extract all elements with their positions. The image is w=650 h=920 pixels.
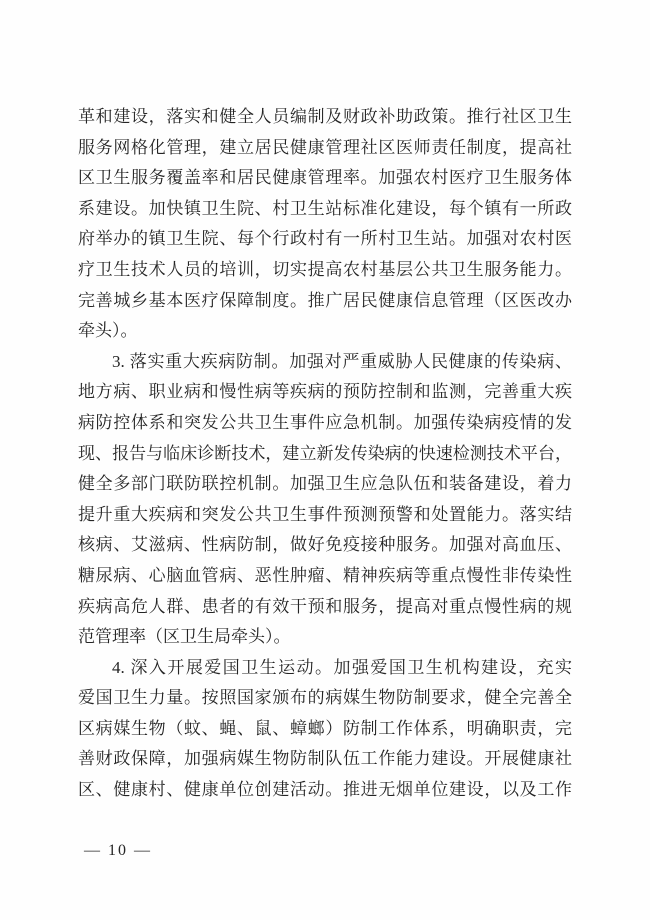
text-line: 疾病高危人群、患者的有效干预和服务，提高对重点慢性病的规 <box>78 596 572 616</box>
text-line: 牵头）。 <box>78 321 138 341</box>
text-line-item-3-start: 3. 落实重大疾病防制。加强对严重威胁人民健康的传染病、 <box>112 351 572 371</box>
text-line: 完善城乡基本医疗保障制度。推广居民健康信息管理（区医改办 <box>78 290 572 310</box>
text-line: 爱国卫生力量。按照国家颁布的病媒生物防制要求，健全完善全 <box>78 688 572 708</box>
text-line: 疗卫生技术人员的培训，切实提高农村基层公共卫生服务能力。 <box>78 259 572 279</box>
body-text <box>78 102 572 806</box>
text-line: 健全多部门联防联控机制。加强卫生应急队伍和装备建设，着力 <box>78 474 572 494</box>
text-line: 善财政保障，加强病媒生物防制队伍工作能力建设。开展健康社 <box>78 749 572 769</box>
text-line: 区病媒生物（蚊、蝇、鼠、蟑螂）防制工作体系，明确职责，完 <box>78 718 572 738</box>
page-number: — 10 — <box>84 842 152 859</box>
text-line: 糖尿病、心脑血管病、恶性肿瘤、精神疾病等重点慢性非传染性 <box>78 565 572 585</box>
text-line: 病防控体系和突发公共卫生事件应急机制。加强传染病疫情的发 <box>78 412 572 432</box>
text-line: 区卫生服务覆盖率和居民健康管理率。加强农村医疗卫生服务体 <box>78 168 572 188</box>
text-line: 地方病、职业病和慢性病等疾病的预防控制和监测，完善重大疾 <box>78 382 572 402</box>
text-line: 提升重大疾病和突发公共卫生事件预测预警和处置能力。落实结 <box>78 504 572 524</box>
text-line: 府举办的镇卫生院、每个行政村有一所村卫生站。加强对农村医 <box>78 229 572 249</box>
text-line: 服务网格化管理，建立居民健康管理社区医师责任制度，提高社 <box>78 137 572 157</box>
text-line: 区、健康村、健康单位创建活动。推进无烟单位建设，以及工作 <box>78 780 572 800</box>
text-line: 革和建设，落实和健全人员编制及财政补助政策。推行社区卫生 <box>78 107 572 126</box>
text-line: 范管理率（区卫生局牵头）。 <box>78 627 291 647</box>
text-line: 核病、艾滋病、性病防制，做好免疫接种服务。加强对高血压、 <box>78 535 572 555</box>
text-line: 系建设。加快镇卫生院、村卫生站标准化建设，每个镇有一所政 <box>78 198 572 218</box>
text-line-item-4-start: 4. 深入开展爱国卫生运动。加强爱国卫生机构建设，充实 <box>112 657 572 677</box>
text-line: 现、报告与临床诊断技术，建立新发传染病的快速检测技术平台， <box>78 443 572 463</box>
